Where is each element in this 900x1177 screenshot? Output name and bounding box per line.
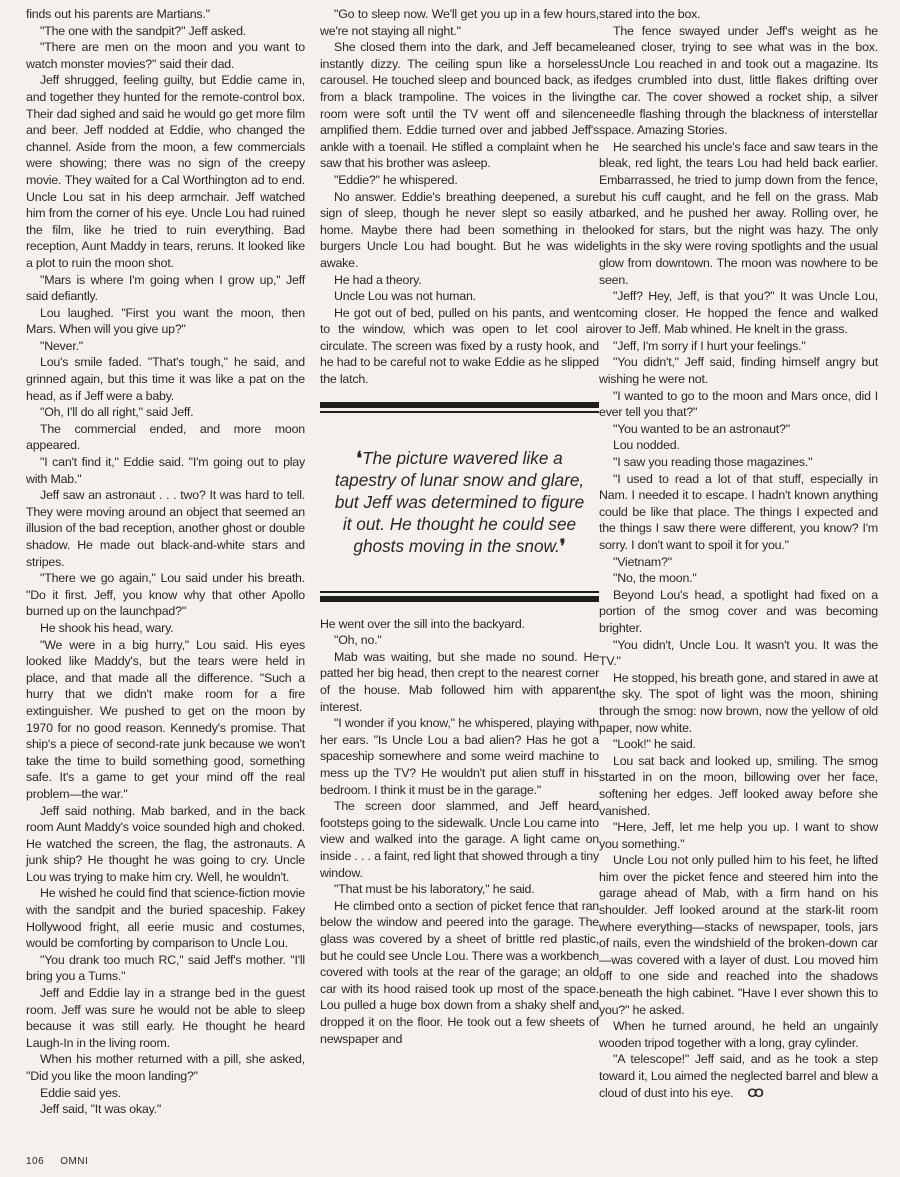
page-footer [26,1156,104,1167]
pullquote-bottom-rule [320,596,599,602]
paragraph [599,819,878,852]
pullquote-top-rule-thin [320,411,599,413]
paragraph-text: He searched his uncle's face and saw tears in the bleak, red light, the tears Lou had held back earlier. Embarrassed, he tried to jump down from the fence, but his cuff caught, and he fell on the grass. Mab barked, and he pushed her away. Rolling over, he looked for stars, but the night was hazy. The only lights in the sky were roving spotlights and the usual glow from downtown. The moon was nowhere to be seen. [599,139,878,287]
paragraph [26,952,305,985]
paragraph-text: He went over the sill into the backyard. [320,616,525,631]
paragraph [26,338,305,355]
column-2 [320,6,599,1047]
pullquote-top-rule [320,402,599,408]
paragraph [599,23,878,139]
paragraph [26,421,305,454]
paragraph-text: When he turned around, he held an ungainly wooden tripod together with a long, gray cylinder. [599,1019,878,1050]
paragraph [26,39,305,72]
paragraph [599,587,878,637]
paragraph-text: "Eddie?" he whispered. [334,172,458,187]
paragraph-text: Jeff said, "It was okay." [40,1102,162,1117]
paragraph [26,885,305,951]
paragraph-text: He got out of bed, pulled on his pants, and went to the window, which was open to let cool air circulate. The screen was fixed by a rusty hook, and he had to be careful not to wake Eddie as he slipped the latch. [320,305,599,387]
pull-quote-text: The picture wavered like a tapestry of lunar snow and glare, but Jeff was determined to figure it out. He thought he could see ghosts moving in the snow. [334,447,585,556]
paragraph-text: Lou sat back and looked up, smiling. The smog started in on the moon, billowing over her face, softening her edges. Jeff looked away before she vanished. [599,753,878,818]
end-mark-icon: OO [747,1085,761,1100]
paragraph [599,288,878,338]
paragraph-text: stared into the box. [599,7,701,21]
paragraph-text: finds out his parents are Martians." [26,7,210,21]
paragraph-text: "Oh, I'll do all right," said Jeff. [40,405,194,420]
paragraph-text: "There we go again," Lou said under his breath. "Do it first. Jeff, you know why that other Apollo burned up on the launchpad?" [26,571,305,619]
column-2-top-text [320,6,599,388]
paragraph [320,881,599,898]
paragraph-text: Jeff saw an astronaut . . . two? It was hard to tell. They were moving around an object that seemed an illusion of the bad reception, another ghost or double shadow. He made out black-and-white stars and stripes. [26,488,305,569]
paragraph-text: The screen door slammed, and Jeff heard footsteps going to the sidewalk. Uncle Lou came into view and walked into the garage. A light came on inside . . . a faint, red light that showed through a tiny window. [320,799,599,880]
paragraph [599,570,878,587]
paragraph [26,637,305,803]
paragraph [599,1018,878,1051]
paragraph [320,898,599,1047]
paragraph [320,189,599,272]
paragraph [599,6,878,23]
paragraph-text: He shook his head, wary. [40,620,174,635]
column-1 [26,6,305,1118]
paragraph-text: Jeff said nothing. Mab barked, and in the back room Aunt Maddy's voice sounded high and choked. He watched the screen, the flag, the astronauts. A junk ship? He thought he was going to cry. Uncle Lou was trying to make him cry. Well, he wouldn't. [26,803,305,884]
paragraph-text: Lou laughed. "First you want the moon, then Mars. When will you give up?" [26,305,305,337]
paragraph [26,272,305,305]
paragraph-text: She closed them into the dark, and Jeff became instantly dizzy. The ceiling spun like a horseless carousel. He touched sleep and bounced back, as if from a black trampoline. The voices in the living room were soft until the TV went off and silence amplified them. Eddie turned over and jabbed Jeff's ankle with a toenail. He stifled a complaint when he saw that his brother was asleep. [320,40,599,171]
paragraph [320,6,599,39]
paragraph-text: Uncle Lou not only pulled him to his feet, he lifted him over the picket fence and steered him into the garage ahead of Mab, with a firm hand on his shoulder. Jeff looked around at the stark-lit room where everything—stacks of newspaper, tools, jars of nails, even the windshield of the broken-down car—was covered with a layer of dust. Lou moved him off to one side and reached into the shadows beneath the high cabinet. "Have I ever shown this to you?" he asked. [599,853,878,1017]
paragraph-text: "Mars is where I'm going when I grow up," Jeff said defiantly. [26,272,305,304]
paragraph-text: "A telescope!" Jeff said, and as he took a step toward it, Lou aimed the neglected barrel and blew a cloud of dust into his eye. [599,1052,878,1100]
paragraph-text: "I wanted to go to the moon and Mars once, did I ever tell you that?" [599,388,878,420]
paragraph-text: The fence swayed under Jeff's weight as he leaned closer, trying to see what was in the box. Uncle Lou reached in and took out a magazine. Its edges crumbled into dust, little flakes drifting over the car. The cover showed a rocket ship, a silver needle flashing through the blackness of interstellar space. Amazing Stories. [599,23,878,138]
paragraph-text: "I wonder if you know," he whispered, playing with her ears. "Is Uncle Lou a bad alien? Has he got a spaceship somewhere and some weird machine to mess up the TV? He wouldn't put alien stuff in his bedroom. I think it must be in the garage." [320,716,599,797]
paragraph-text: "No, the moon." [613,571,697,586]
paragraph [26,305,305,338]
paragraph-text: He climbed onto a section of picket fence that ran below the window and peered into the garage. The glass was covered by a sheet of brittle red plastic, but he could see Uncle Lou. There was a workbench covered with tools at the rear of the garage; an old car with its hood raised took up most of the space. Lou pulled a huge box down from a shaky shelf and dropped it on the floor. He took out a few sheets of newspaper and [320,898,599,1046]
column-3 [599,6,878,1101]
paragraph-text: "Go to sleep now. We'll get you up in a few hours, we're not staying all night." [320,7,599,38]
paragraph-text: "Jeff? Hey, Jeff, is that you?" It was Uncle Lou, coming closer. He hopped the fence and walked over to Jeff. Mab whined. He knelt in the grass. [599,289,878,337]
paragraph-text: "You didn't," Jeff said, finding himself angry but wishing he were not. [599,355,878,387]
paragraph [320,272,599,289]
pull-quote [320,447,599,557]
paragraph-text: "I used to read a lot of that stuff, especially in Nam. I needed it to escape. I hadn't known anything could be like that place. The things I expected and the things I saw there were different, you know? I'm sorry. I don't want to spoil it for you." [599,471,878,552]
paragraph [599,554,878,571]
magazine-name: OMNI [60,1156,89,1167]
paragraph-text: Mab was waiting, but she made no sound. He patted her big head, then crept to the nearest corner of the house. Mab followed him with apparent interest. [320,649,599,714]
paragraph-text: "You didn't, Uncle Lou. It wasn't you. It was the TV." [599,637,878,669]
paragraph-text: "You wanted to be an astronaut?" [613,421,790,436]
paragraph [26,570,305,620]
paragraph-text: "I can't find it," Eddie said. "I'm going out to play with Mab." [26,455,305,486]
paragraph [26,454,305,487]
paragraph-text: "You drank too much RC," said Jeff's mother. "I'll bring you a Tums." [26,952,305,984]
paragraph [26,803,305,886]
paragraph-text: Beyond Lou's head, a spotlight had fixed on a portion of the smog cover and was becoming brighter. [599,587,878,635]
close-quote-mark: ❜ [559,535,566,556]
paragraph [26,6,305,23]
paragraph [26,23,305,40]
paragraph [599,471,878,554]
paragraph-text: Lou nodded. [613,438,680,453]
paragraph-text: Jeff shrugged, feeling guilty, but Eddie came in, and together they hunted for the remote-control box. Their dad sighed and said he would go get more film and beer. Jeff nodded at Eddie, who changed the channel. Aside from the moon, a few commercials were showing; there was no sign of the creepy movie. They waited for a Cal Worthington ad to end. Uncle Lou sat in his deep armchair. Jeff watched him from the corner of his eye. Uncle Lou had ruined the film, like he tried to ruin everything. Bad reception, Aunt Maddy in tears, reruns. It looked like a plot to ruin the moon shot. [26,73,305,270]
paragraph [599,670,878,736]
paragraph-text: Lou's smile faded. "That's tough," he said, and grinned again, but this time it was like a pat on the head, as if Jeff were a baby. [26,355,305,403]
paragraph-text: "The one with the sandpit?" Jeff asked. [40,23,247,38]
paragraph [599,437,878,454]
paragraph [320,798,599,881]
paragraph [26,487,305,570]
paragraph-text: "Never." [40,338,84,353]
paragraph [26,1085,305,1102]
pullquote-bottom-rule-thin [320,591,599,593]
paragraph-text: "Here, Jeff, let me help you up. I want to show you something." [599,820,878,851]
paragraph-text: He wished he could find that science-fiction movie with the sandpit and the buried spaceship. Fakey Hollywood fright, all eerie music and costumes, would be comforting by comparison to Uncle Lou. [26,886,305,951]
paragraph-text: "Oh, no." [334,633,382,648]
paragraph-text: "I saw you reading those magazines." [613,455,813,470]
paragraph-text: He stopped, his breath gone, and stared in awe at the sky. The spot of light was the moon, shining through the smog: now brown, now the yellow of old paper, now white. [599,670,878,735]
paragraph-text: "Jeff, I'm sorry if I hurt your feelings." [613,338,806,353]
paragraph-text: Eddie said yes. [40,1085,122,1100]
paragraph-text: Uncle Lou was not human. [334,289,476,304]
paragraph [26,404,305,421]
paragraph [26,72,305,271]
paragraph-text: "We were in a big hurry," Lou said. His eyes looked like Maddy's, but the tears were held in place, and that made all the difference. "Such a hurry that we didn't make room for a fire extinguisher. We pushed to get on the moon by 1970 for no good reason. Kennedy's promise. That ship's a piece of second-rate junk because we won't take the time to build something good, something safe. It's a game to get your mind off the real problem—the war." [26,637,305,801]
paragraph [599,736,878,753]
paragraph [599,1051,878,1101]
paragraph [599,753,878,819]
paragraph [599,388,878,421]
paragraph [599,421,878,438]
paragraph [26,620,305,637]
paragraph-text: Jeff and Eddie lay in a strange bed in the guest room. Jeff was sure he would not be able to sleep because it was still early. He thought he heard Laugh-In in the living room. [26,986,305,1050]
paragraph-text: The commercial ended, and more moon appeared. [26,421,305,453]
paragraph [599,338,878,355]
paragraph [320,288,599,305]
paragraph [599,354,878,387]
paragraph [599,139,878,288]
open-quote-mark: ❛ [356,447,363,468]
paragraph [599,454,878,471]
paragraph [320,649,599,715]
paragraph-text: "Vietnam?" [613,554,672,569]
paragraph-text: No answer. Eddie's breathing deepened, a sure sign of sleep, though he never slept so easily at home. Maybe there had been something in the burgers Uncle Lou had bought. But he was wide awake. [320,189,599,270]
paragraph [320,39,599,172]
paragraph [599,637,878,670]
paragraph [26,1101,305,1118]
paragraph [320,632,599,649]
page-number: 106 [26,1156,45,1167]
paragraph-text: When his mother returned with a pill, she asked, "Did you like the moon landing?" [26,1052,305,1083]
paragraph [26,985,305,1051]
paragraph [26,1051,305,1084]
paragraph [320,715,599,798]
paragraph [26,354,305,404]
paragraph-text: He had a theory. [334,272,422,287]
paragraph [320,172,599,189]
paragraph-text: "There are men on the moon and you want to watch monster movies?" said their dad. [26,40,305,71]
paragraph [320,305,599,388]
paragraph [599,852,878,1018]
paragraph-text: "That must be his laboratory," he said. [334,882,535,897]
paragraph [320,616,599,633]
column-2-bottom-text [320,616,599,1047]
paragraph-text: "Look!" he said. [613,737,696,752]
